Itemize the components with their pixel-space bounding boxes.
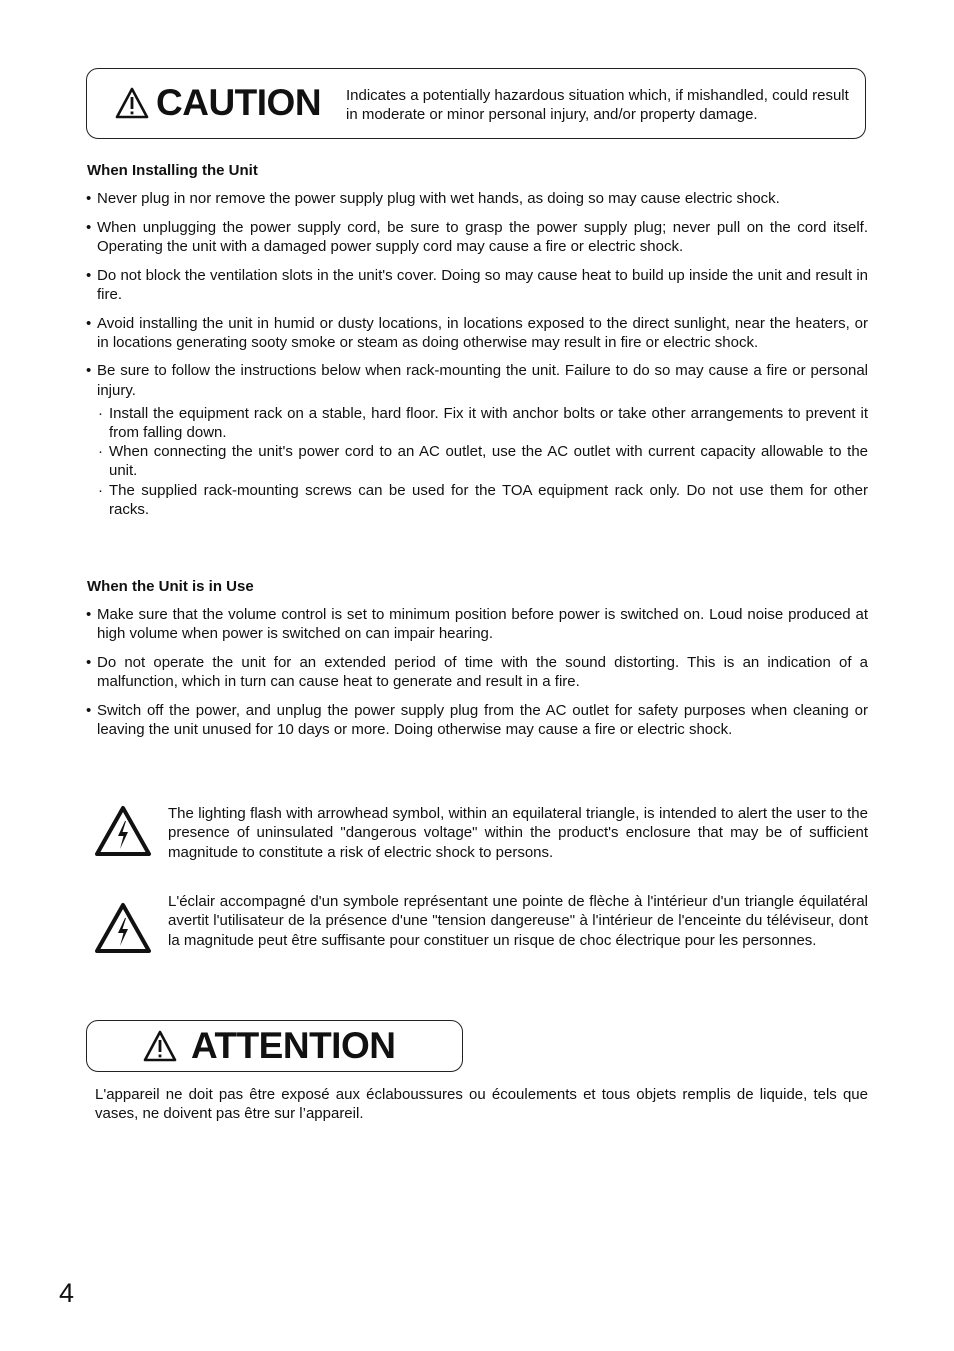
- list-item: • Avoid installing the unit in humid or dusty locations, in locations exposed to the direct sunlight, near the heaters, or in locations generating sooty smoke or steam as doing otherwise may result in fire or electric shock.: [86, 314, 868, 352]
- list-item: • Make sure that the volume control is set to minimum position before power is switched on. Loud noise produced at high volume when power is switched on can impair hearing.: [86, 605, 868, 643]
- lightning-notice-english: The lighting flash with arrowhead symbol, within an equilateral triangle, is intended to alert the user to the presence of uninsulated "dangerous voltage" within the product's enclosure that may be of sufficient magnitude to constitute a risk of electric shock to persons.: [168, 805, 868, 861]
- warning-triangle-icon: [115, 87, 149, 119]
- page-number: 4: [59, 1278, 75, 1308]
- list-item-rack-mounting: [86, 361, 868, 519]
- caution-title: CAUTION: [156, 82, 322, 123]
- in-use-heading: When the Unit is in Use: [87, 578, 254, 595]
- list-item: • Switch off the power, and unplug the power supply plug from the AC outlet for safety purposes when cleaning or leaving the unit unused for 10 days or more. Doing otherwise may cause a fire or electric shock.: [86, 701, 868, 739]
- warning-triangle-icon: [143, 1030, 177, 1062]
- sub-list-item: · Install the equipment rack on a stable, hard floor. Fix it with anchor bolts or take other arrangements to prevent it from falling down.: [97, 404, 868, 442]
- rack-mounting-sublist: [97, 404, 868, 519]
- caution-description: Indicates a potentially hazardous situation which, if mishandled, could result in moderate or minor personal injury, and/or property damage.: [346, 87, 849, 123]
- high-voltage-icon: [94, 902, 152, 954]
- lightning-notice-french: L'éclair accompagné d'un symbole représentant une pointe de flèche à l'intérieur d'un triangle équilatéral avertit l'utilisateur de la présence d'une "tension dangereuse" à l'intérieur de l'enceinte du téléviseur, dont la magnitude peut être suffisante pour constituer un risque de choc électrique pour les personnes.: [168, 893, 868, 949]
- list-item: • When unplugging the power supply cord, be sure to grasp the power supply plug; never pull on the cord itself. Operating the unit with a damaged power supply cord may cause a fire or electric shock.: [86, 218, 868, 256]
- list-item: • Do not operate the unit for an extended period of time with the sound distorting. This is an indication of a malfunction, which in turn can cause heat to generate and result in a fire.: [86, 653, 868, 691]
- list-item: • Do not block the ventilation slots in the unit's cover. Doing so may cause heat to build up inside the unit and result in fire.: [86, 266, 868, 304]
- installing-heading: When Installing the Unit: [87, 162, 258, 179]
- sub-list-item: · When connecting the unit's power cord to an AC outlet, use the AC outlet with current capacity allowable to the unit.: [97, 442, 868, 480]
- installing-list: [86, 189, 868, 529]
- list-item-text: Be sure to follow the instructions below when rack-mounting the unit. Failure to do so may cause a fire or personal injury.: [97, 362, 868, 399]
- high-voltage-icon: [94, 805, 152, 857]
- in-use-list: [86, 605, 868, 749]
- list-item: • Never plug in nor remove the power supply plug with wet hands, as doing so may cause electric shock.: [86, 189, 868, 208]
- sub-list-item: · The supplied rack-mounting screws can be used for the TOA equipment rack only. Do not use them for other racks.: [97, 481, 868, 519]
- attention-text: L'appareil ne doit pas être exposé aux éclaboussures ou écoulements et tous objets remplis de liquide, tels que vases, ne doivent pas être sur l’appareil.: [95, 1086, 868, 1123]
- attention-title: ATTENTION: [191, 1025, 396, 1066]
- attention-box: [86, 1020, 463, 1072]
- caution-box: [86, 68, 866, 139]
- caution-heading: [115, 83, 321, 123]
